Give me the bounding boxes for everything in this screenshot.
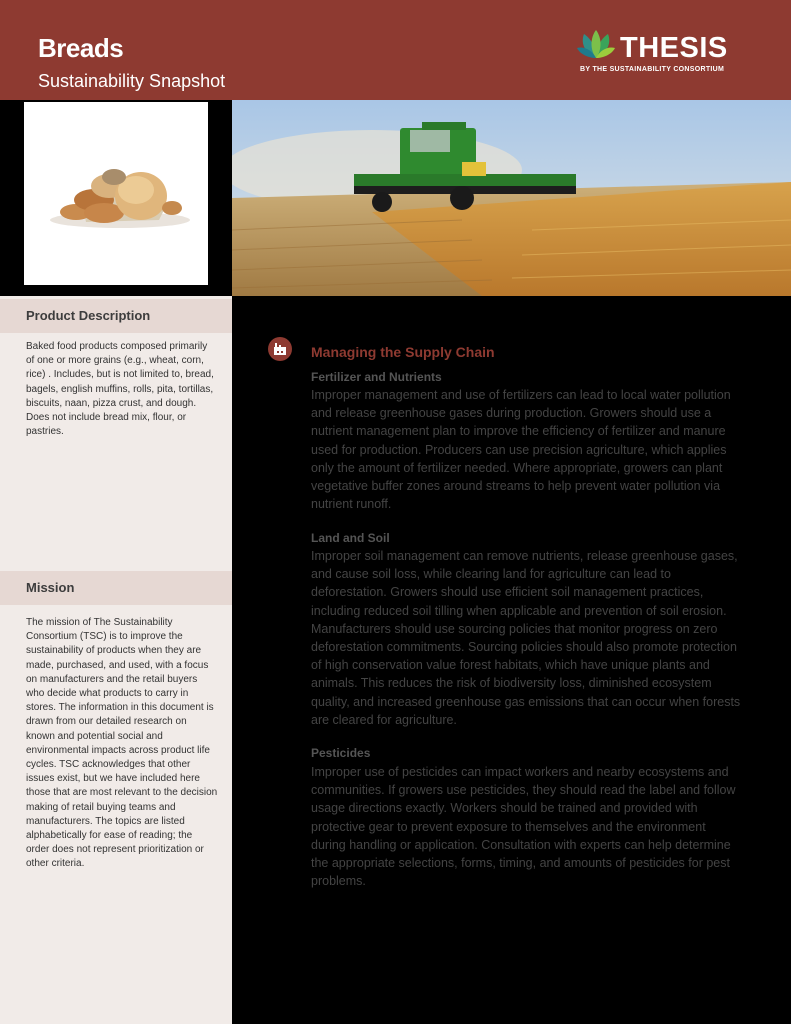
mission-heading-bar <box>0 571 232 605</box>
field-photo <box>232 100 791 296</box>
topic-text: Improper management and use of fertilizers can lead to local water pollution and release greenhouse gases during production. Growers should use a nutrient management plan to improve the efficiency of fertilizer and manure used for production. Producers can use precision agriculture, which applies only the amount of fertilizer needed. Where appropriate, growers can plant vegetative buffer zones around streams to help prevent water pollution via nutrient runoff. <box>311 388 731 512</box>
logo-tagline: BY THE SUSTAINABILITY CONSORTIUM <box>580 66 725 73</box>
logo-wordmark: THESIS <box>620 32 728 64</box>
header-banner <box>0 0 791 100</box>
mission-text: The mission of The Sustainability Consortium (TSC) is to improve the sustainability of products when they are made, purchased, and used, with a focus on manufacturers and the retail buyers who decide what products to carry in stores. The information in this document is drawn from our detailed research on known and potential social and environmental impacts across product life cycles. TSC acknowledges that other issues exist, but we have included here those that are most relevant to the decision making of retail buying teams and manufacturers. The topics are listed alphabetically for ease of reading; the order does not represent prioritization or other criteria. <box>26 617 218 870</box>
thesis-logo <box>576 28 746 78</box>
factory-icon <box>268 337 292 361</box>
topic-text: Improper use of pesticides can impact workers and nearby ecosystems and communities. If growers use pesticides, they should read the label and follow usage directions exactly. Workers should be trained and provided with protective gear to prevent exposure to themselves and the environment during handling or application. Consultation with experts can help determine the appropriate selections, forms, timing, and amounts of pesticides for pest problems. <box>311 765 736 889</box>
topic-text: Improper soil management can remove nutrients, release greenhouse gases, and cause soil loss, while clearing land for agriculture can lead to deforestation. Growers should use efficient soil management practices, including reduced soil tilling when applicable and prevention of soil erosion. Manufacturers should use sourcing policies that monitor progress on zero deforestation commitments. Sourcing policies should also promote protection of high conservation value forest habitats, which have unique plants and animals. This reduces the risk of biodiversity loss, diminished ecosystem quality, and increased greenhouse gas emissions that can occur when forests are cleared for agriculture. <box>311 549 741 727</box>
combine-harvester-image <box>232 100 791 296</box>
page-subtitle: Sustainability Snapshot <box>38 71 226 91</box>
section-title: Managing the Supply Chain <box>311 344 495 360</box>
topic-heading: Fertilizer and Nutrients <box>311 370 442 384</box>
leaf-logo-icon <box>576 28 616 64</box>
photo-band <box>0 100 791 296</box>
bread-loaves-image <box>24 102 208 285</box>
product-description-heading-bar <box>0 299 232 333</box>
main-content <box>232 296 791 1024</box>
mission-heading: Mission <box>26 580 75 595</box>
page-title: Breads <box>38 33 124 63</box>
topic-heading: Land and Soil <box>311 531 390 545</box>
bread-photo <box>24 102 208 285</box>
topic-heading: Pesticides <box>311 746 371 760</box>
sidebar <box>0 296 232 1024</box>
product-description-text: Baked food products composed primarily of one or more grains (e.g., wheat, corn, rice) . Includes, but is not limited to, bread, bagels, english muffins, rolls, pita, tortillas, biscuits, naan, pizza crust, and dough. Does not include bread mix, flour, or pastries. <box>26 341 214 438</box>
product-description-heading: Product Description <box>26 308 151 323</box>
